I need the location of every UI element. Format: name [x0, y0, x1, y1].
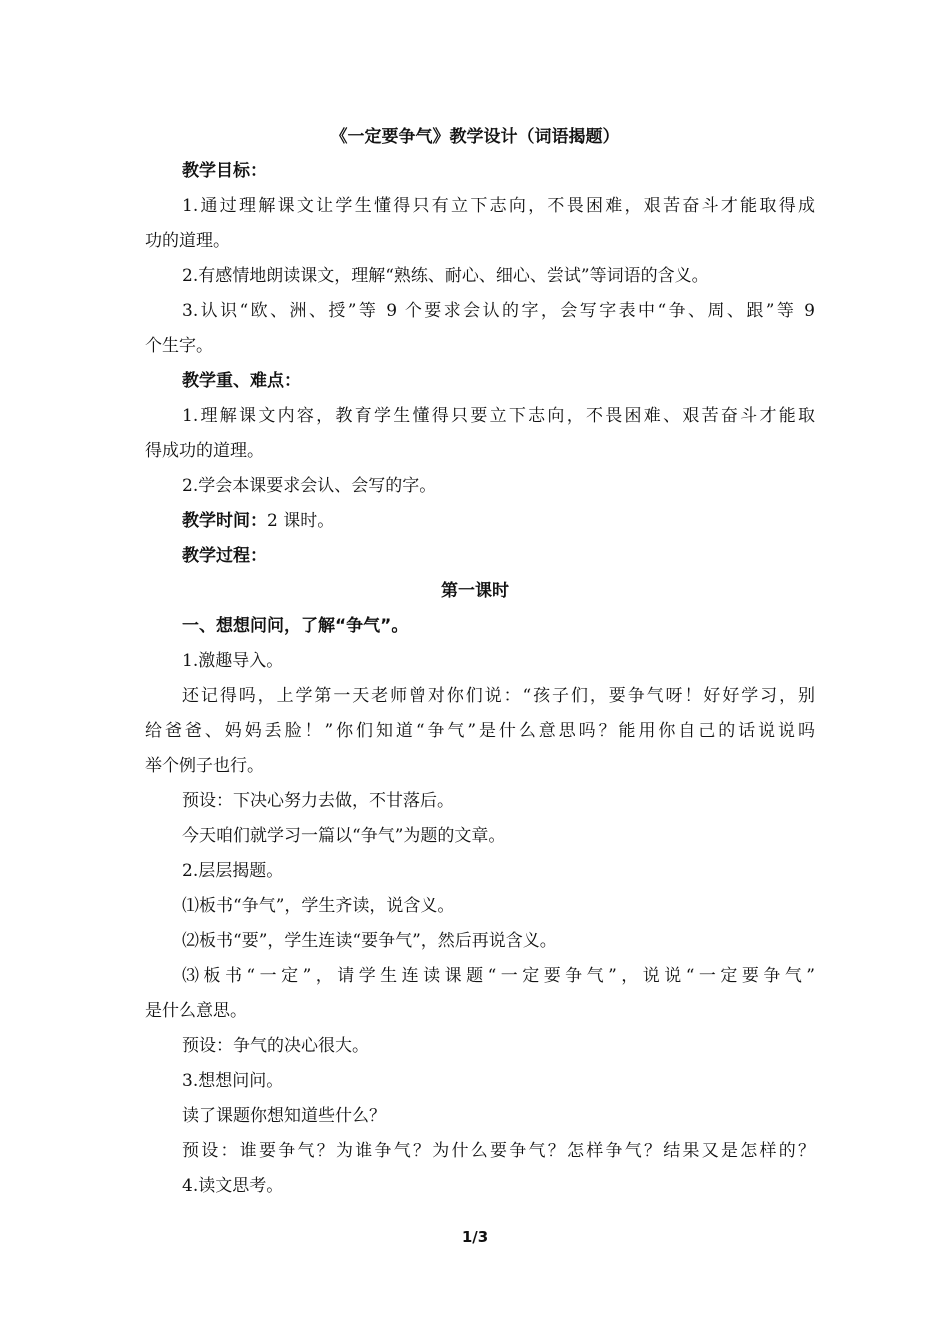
body-line: 今天咱们就学习一篇以“争气”为题的文章。 [182, 826, 506, 846]
keypoints-heading: 教学重、难点： [182, 371, 301, 391]
body-line: 是什么意思。 [145, 1001, 247, 1021]
body-line: 2.层层揭题。 [182, 861, 284, 881]
body-line: 预设：争气的决心很大。 [182, 1036, 369, 1056]
objective-line: 1.通过理解课文让学生懂得只有立下志向，不畏困难，艰苦奋斗才能取得成 [182, 196, 815, 216]
section-heading: 一、想想问问，了解“争气”。 [182, 616, 409, 636]
body-line: 举个例子也行。 [145, 756, 264, 776]
body-line: 1.激趣导入。 [182, 651, 284, 671]
objectives-heading: 教学目标： [182, 161, 267, 181]
teaching-time [182, 508, 852, 534]
body-line: 还记得吗，上学第一天老师曾对你们说：“孩子们，要争气呀！好好学习，别 [182, 686, 815, 706]
body-line: ⑵板书“要”，学生连读“要争气”，然后再说含义。 [182, 931, 557, 951]
body-line: 3.想想问问。 [182, 1071, 284, 1091]
body-line: 预设：谁要争气？为谁争气？为什么要争气？怎样争气？结果又是怎样的？ [182, 1141, 815, 1161]
keypoint-line: 得成功的道理。 [145, 441, 264, 461]
objective-line: 功的道理。 [145, 231, 230, 251]
body-line: 读了课题你想知道些什么？ [182, 1106, 386, 1126]
keypoint-line: 2.学会本课要求会认、会写的字。 [182, 476, 437, 496]
body-line: 预设：下决心努力去做，不甘落后。 [182, 791, 454, 811]
body-line: 给爸爸、妈妈丢脸！”你们知道“争气”是什么意思吗？能用你自己的话说说吗 [145, 721, 815, 741]
objective-line: 个生字。 [145, 336, 213, 356]
objective-line: 2.有感情地朗读课文，理解“熟练、耐心、细心、尝试”等词语的含义。 [182, 266, 709, 286]
process-heading: 教学过程： [182, 546, 267, 566]
teaching-time-value: 2 课时。 [267, 511, 335, 531]
body-line: ⑴板书“争气”，学生齐读，说含义。 [182, 896, 455, 916]
page-number: 1/3 [461, 1228, 489, 1246]
objective-line: 3.认识“欧、洲、授”等 9 个要求会认的字，会写字表中“争、周、跟”等 9 [182, 301, 815, 321]
body-line: 4.读文思考。 [182, 1176, 284, 1196]
lesson-title: 第一课时 [441, 581, 509, 601]
keypoint-line: 1.理解课文内容，教育学生懂得只要立下志向，不畏困难、艰苦奋斗才能取 [182, 406, 815, 426]
document-title: 《一定要争气》教学设计（词语揭题） [330, 127, 620, 147]
teaching-time-label: 教学时间： [182, 511, 267, 531]
body-line: ⑶板书“一定”，请学生连读课题“一定要争气”，说说“一定要争气” [182, 966, 815, 986]
